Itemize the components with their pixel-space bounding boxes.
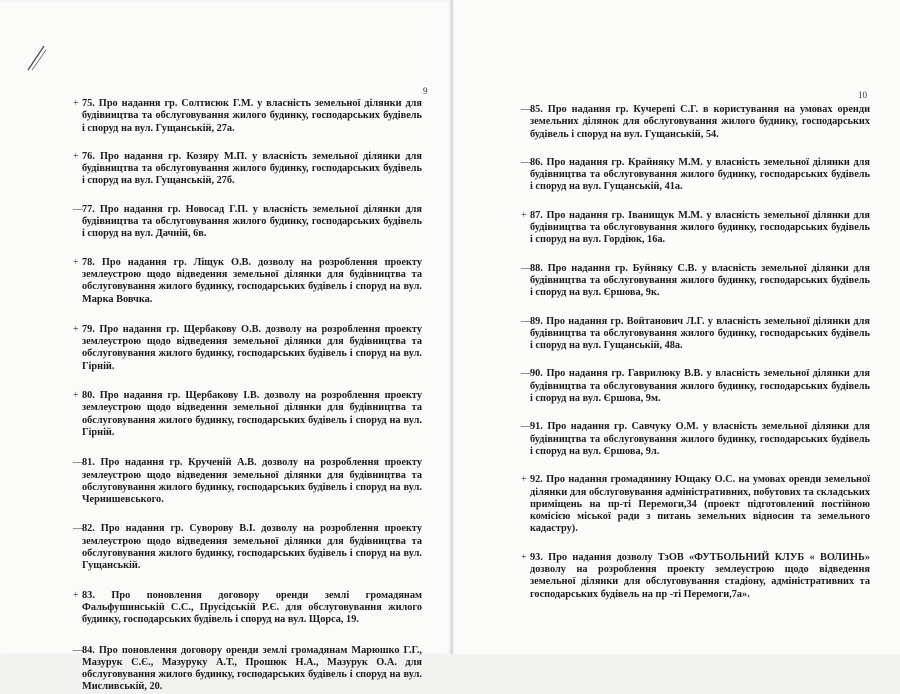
handwritten-mark: +: [521, 209, 527, 221]
handwritten-mark: —: [521, 421, 531, 433]
handwritten-mark: +: [73, 589, 79, 601]
agenda-item: [521, 474, 870, 535]
agenda-item-text: 93. Про надання дозволу ТзОВ «ФУТБОЛЬНИЙ КЛУБ « ВОЛИНЬ» дозволу на розроблення проекту землеустрою щодо відведення земельної ділянки для обслуговування стадіону, адміністративних та господарських будівель на пр -ті Перемоги,7а».: [530, 551, 870, 600]
handwritten-mark: +: [73, 390, 79, 402]
handwritten-mark: +: [521, 551, 527, 563]
agenda-item: [73, 323, 422, 373]
handwritten-mark: +: [73, 98, 79, 109]
agenda-item-text: 81. Про надання гр. Крученій А.В. дозволу на розроблення проекту землеустрою щодо відведення земельної ділянки для будівництва та обслуговування жилого будинку, господарських будівель і споруд на вул. Чернишевського.: [82, 457, 422, 506]
agenda-item-text: 92. Про надання громадянину Ющаку О.С. на умовах оренди земельної ділянки для обслуговування адміністративних, побутових та складських приміщень на пр-ті Перемоги,34 (проект підготовлений постійною комісією міської ради з питань земельних відносин та земельного кадастру).: [530, 474, 870, 535]
agenda-item: [73, 98, 422, 135]
handwritten-mark: +: [521, 474, 527, 486]
page-number-right: 10: [858, 90, 867, 100]
agenda-item: [73, 589, 422, 627]
agenda-item: [521, 262, 870, 300]
agenda-item: [73, 150, 422, 188]
page-fold: [450, 0, 454, 654]
handwritten-mark: —: [521, 315, 531, 327]
handwritten-mark: —: [73, 523, 83, 535]
agenda-item-text: 76. Про надання гр. Козяру М.П. у власність земельної ділянки для будівництва та обслуговування жилого будинку, господарських будівель і споруд на вул. Гущанській, 27б.: [82, 150, 422, 187]
agenda-item-text: 85. Про надання гр. Кучерепі С.Г. в користування на умовах оренди земельних ділянок для обслуговування жилого будинку, господарських будівель і споруд на вул. Гущанській, 54.: [530, 104, 870, 140]
handwritten-mark: —: [521, 104, 531, 115]
agenda-item: [521, 315, 870, 353]
agenda-item: [73, 256, 422, 306]
agenda-item-text: 84. Про поновлення договору оренди землі громадянам Марюшко Г.Г., Мазурук С.Є., Мазуруку А.Т., Прошюк Н.А., Мазурук О.А. для обслуговування жилого будинку, господарських будівель і споруд на вул. Мисливській, 20.: [82, 644, 422, 693]
agenda-item: [73, 390, 422, 439]
agenda-item-text: 79. Про надання гр. Щербакову О.В. дозволу на розроблення проекту землеустрою щодо відведення земельної ділянки для будівництва та обслуговування жилого будинку, господарських будівель і споруд на вул. Гірній.: [82, 323, 422, 372]
agenda-item-text: 89. Про надання гр. Войтанович Л.Г. у власність земельної ділянки для будівництва та обслуговування жилого будинку, господарських будівель і споруд на вул. Гущанській, 48а.: [530, 315, 870, 352]
agenda-item-text: 75. Про надання гр. Солтисюк Г.М. у власність земельної ділянки для будівництва та обслуговування жилого будинку, господарських будівель і споруд на вул. Гущанській, 27а.: [82, 98, 422, 134]
right-agenda-list: [521, 104, 870, 601]
agenda-item: [521, 156, 870, 194]
agenda-item-text: 80. Про надання гр. Щербакову І.В. дозволу на розроблення проекту землеустрою щодо відведення земельної ділянки для будівництва та обслуговування жилого будинку, господарських будівель і споруд на вул. Гірній.: [82, 390, 422, 438]
agenda-item: [73, 644, 422, 694]
handwritten-mark: —: [73, 644, 83, 656]
agenda-item-text: 82. Про надання гр. Суворову В.І. дозволу на розроблення проекту землеустрою щодо відведення земельної ділянки для будівництва та обслуговування жилого будинку, господарських будівель і споруд на вул. Гущанській.: [82, 523, 422, 572]
agenda-item: [73, 203, 422, 241]
handwritten-mark: —: [73, 457, 83, 469]
page-number-left: 9: [423, 86, 428, 96]
agenda-item-text: 78. Про надання гр. Ліщук О.В. дозволу на розроблення проекту землеустрою щодо відведення земельної ділянки для будівництва та обслуговування жилого будинку, господарських будівель і споруд на вул. Марка Вовчка.: [82, 256, 422, 305]
handwritten-mark: —: [521, 156, 531, 168]
handwritten-mark: +: [73, 150, 79, 162]
handwritten-mark: —: [73, 203, 83, 215]
handwritten-mark: —: [521, 262, 531, 274]
agenda-item-text: 87. Про надання гр. Іванищук М.М. у власність земельної ділянки для будівництва та обслуговування жилого будинку, господарських будівель і споруд на вул. Гордіюк, 16а.: [530, 209, 870, 246]
agenda-item: [521, 368, 870, 405]
agenda-item: [73, 457, 422, 506]
agenda-item-text: 77. Про надання гр. Новосад Г.П. у власність земельної ділянки для будівництва та обслуговування жилого будинку, господарських будівель і споруд на вул. Дачній, 6в.: [82, 203, 422, 240]
agenda-item-text: 91. Про надання гр. Савчуку О.М. у власність земельної ділянки для будівництва та обслуговування жилого будинку, господарських будівель і споруд на вул. Єршова, 9л.: [530, 421, 870, 457]
agenda-item: [521, 104, 870, 141]
agenda-item: [73, 523, 422, 572]
left-agenda-list: [73, 98, 422, 694]
agenda-item-text: 83. Про поновлення договору оренди землі громадянам Фальфушинській С.С., Прусідській Р.Є. для обслуговування жилого будинку, господарських будівель і споруд на вул. Щорса, 19.: [82, 589, 422, 626]
handwritten-mark: —: [521, 368, 531, 380]
handwritten-mark: +: [73, 256, 79, 268]
pen-scribble-mark: [24, 40, 54, 74]
handwritten-mark: +: [73, 323, 79, 335]
agenda-item: [521, 421, 870, 458]
agenda-item-text: 88. Про надання гр. Буйняку С.В. у власність земельної ділянки для будівництва та обслуговування жилого будинку, господарських будівель і споруд на вул. Єршова, 9к.: [530, 262, 870, 299]
agenda-item: [521, 209, 870, 247]
agenda-item: [521, 551, 870, 601]
agenda-item-text: 86. Про надання гр. Крайняку М.М. у власність земельної ділянки для будівництва та обслуговування жилого будинку, господарських будівель і споруд на вул. Гущанській, 41а.: [530, 156, 870, 193]
agenda-item-text: 90. Про надання гр. Гаврилюку В.В. у власність земельної ділянки для будівництва та обслуговування жилого будинку, господарських будівель і споруд на вул. Єршова, 9м.: [530, 368, 870, 405]
